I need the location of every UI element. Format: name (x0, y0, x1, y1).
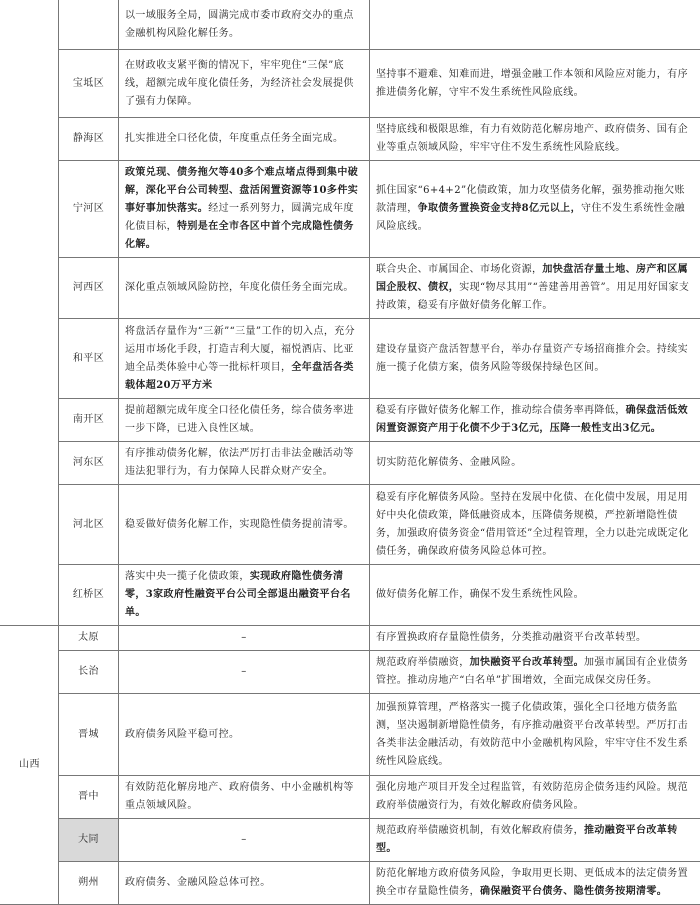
future-plan-cell: 规范政府举债融资机制，有效化解政府债务，推动融资平台改革转型。 (370, 819, 700, 862)
future-plan-cell: 联合央企、市属国企、市场化资源，加快盘活存量土地、房产和区属国企股权、债权，实现“物尽其用”“善建善用善管”。用足用好国家支持政策，稳妥有序做好债务化解工作。 (370, 258, 700, 319)
future-plan-cell: 有序置换政府存量隐性债务，分类推动融资平台改革转型。 (370, 626, 700, 651)
region-cell (59, 0, 119, 50)
province-cell: 山西 (1, 626, 59, 905)
past-achievement-cell: 以一域服务全局，圆满完成市委市政府交办的重点金融机构风险化解任务。 (119, 0, 370, 50)
table-row (1, 776, 700, 819)
past-achievement-cell: 政府债务风险平稳可控。 (119, 694, 370, 776)
past-achievement-cell: 有序推动债务化解，依法严厉打击非法金融活动等违法犯罪行为，有力保障人民群众财产安全。 (119, 442, 370, 485)
future-plan-cell: 强化房地产项目开发全过程监管，有效防范房企债务违约风险。规范政府举债融资行为，有效化解政府债务风险。 (370, 776, 700, 819)
table-row (1, 50, 700, 118)
table-row (1, 819, 700, 862)
past-achievement-cell: 深化重点领域风险防控，年度化债任务全面完成。 (119, 258, 370, 319)
past-achievement-cell: – (119, 651, 370, 694)
future-plan-cell: 抓住国家“6+4+2”化债政策，加力攻坚债务化解，强势推动拖欠账款清理，争取债务置换资金支持8亿元以上，守住不发生系统性金融风险底线。 (370, 161, 700, 258)
future-plan-cell: 切实防范化解债务、金融风险。 (370, 442, 700, 485)
table-row (1, 399, 700, 442)
region-cell: 河西区 (59, 258, 119, 319)
region-cell: 河东区 (59, 442, 119, 485)
region-cell: 晋中 (59, 776, 119, 819)
table-row (1, 258, 700, 319)
past-achievement-cell: 提前超额完成年度全口径化债任务，综合债务率进一步下降，已进入良性区域。 (119, 399, 370, 442)
future-plan-cell: 坚持底线和极限思维，有力有效防范化解房地产、政府债务、国有企业等重点领域风险，牢牢守住不发生系统性风险底线。 (370, 118, 700, 161)
region-cell: 太原 (59, 626, 119, 651)
future-plan-cell: 坚持事不避难、知难而进，增强金融工作本领和风险应对能力，有序推进债务化解，守牢不发生系统性风险底线。 (370, 50, 700, 118)
future-plan-cell: 防范化解地方政府债务风险，争取用更长期、更低成本的法定债务置换全市存量隐性债务，确保融资平台债务、隐性债务按期清零。 (370, 862, 700, 905)
table-row (1, 118, 700, 161)
past-achievement-cell: 将盘活存量作为“三新”“三量”工作的切入点，充分运用市场化手段，打造吉利大厦，福悦酒店、比亚迪全品类体验中心等一批标杆项目，全年盘活各类载体超20万平方米 (119, 319, 370, 399)
future-plan-cell (370, 0, 700, 50)
table-row (1, 626, 700, 651)
region-cell: 宝坻区 (59, 50, 119, 118)
past-achievement-cell: 政府债务、金融风险总体可控。 (119, 862, 370, 905)
table-row (1, 319, 700, 399)
past-achievement-cell: – (119, 626, 370, 651)
future-plan-cell: 规范政府举债融资，加快融资平台改革转型。加强市属国有企业债务管控。推动房地产“白名单”扩围增效，全面完成保交房任务。 (370, 651, 700, 694)
table-row (1, 565, 700, 626)
past-achievement-cell: 有效防范化解房地产、政府债务、中小金融机构等重点领域风险。 (119, 776, 370, 819)
past-achievement-cell: 政策兑现、债务拖欠等40多个难点堵点得到集中破解，深化平台公司转型、盘活闲置资源等10多件实事好事加快落实。经过一系列努力，圆满完成年度化债目标，特别是在全市各区中首个完成隐性债务化解。 (119, 161, 370, 258)
future-plan-cell: 稳妥有序化解债务风险。坚持在发展中化债、在化债中发展，用足用好中央化债政策，降低融资成本，压降债务规模，严控新增隐性债务，加强政府债务资金“借用管还”全过程管理，全力以赴完成既定化债任务，确保政府债务风险总体可控。 (370, 485, 700, 565)
future-plan-cell: 加强预算管理，严格落实一揽子化债政策，强化全口径地方债务监测，坚决遏制新增隐性债务，有序推动融资平台改革转型。严厉打击各类非法金融活动，有效防范中小金融机构风险，牢牢守住不发生系统性风险底线。 (370, 694, 700, 776)
region-cell: 南开区 (59, 399, 119, 442)
past-achievement-cell: – (119, 819, 370, 862)
past-achievement-cell: 落实中央一揽子化债政策，实现政府隐性债务清零，3家政府性融资平台公司全部退出融资平台名单。 (119, 565, 370, 626)
table-row (1, 694, 700, 776)
table-row (1, 651, 700, 694)
table-row (1, 0, 700, 50)
region-cell: 宁河区 (59, 161, 119, 258)
table-row (1, 161, 700, 258)
region-cell: 河北区 (59, 485, 119, 565)
region-cell: 晋城 (59, 694, 119, 776)
region-cell: 长治 (59, 651, 119, 694)
table-row (1, 862, 700, 905)
region-cell: 和平区 (59, 319, 119, 399)
future-plan-cell: 稳妥有序做好债务化解工作，推动综合债务率再降低，确保盘活低效闲置资源资产用于化债不少于3亿元，压降一般性支出3亿元。 (370, 399, 700, 442)
table-row (1, 442, 700, 485)
past-achievement-cell: 在财政收支紧平衡的情况下，牢牢兜住“三保”底线，超额完成年度化债任务，为经济社会发展提供了强有力保障。 (119, 50, 370, 118)
table-row (1, 485, 700, 565)
future-plan-cell: 做好债务化解工作，确保不发生系统性风险。 (370, 565, 700, 626)
past-achievement-cell: 扎实推进全口径化债，年度重点任务全面完成。 (119, 118, 370, 161)
past-achievement-cell: 稳妥做好债务化解工作，实现隐性债务提前清零。 (119, 485, 370, 565)
province-cell (1, 0, 59, 626)
region-cell: 大同 (59, 819, 119, 862)
future-plan-cell: 建设存量资产盘活智慧平台，举办存量资产专场招商推介会。持续实施一揽子化债方案，债务风险等级保持绿色区间。 (370, 319, 700, 399)
region-cell: 朔州 (59, 862, 119, 905)
region-cell: 静海区 (59, 118, 119, 161)
region-cell: 红桥区 (59, 565, 119, 626)
